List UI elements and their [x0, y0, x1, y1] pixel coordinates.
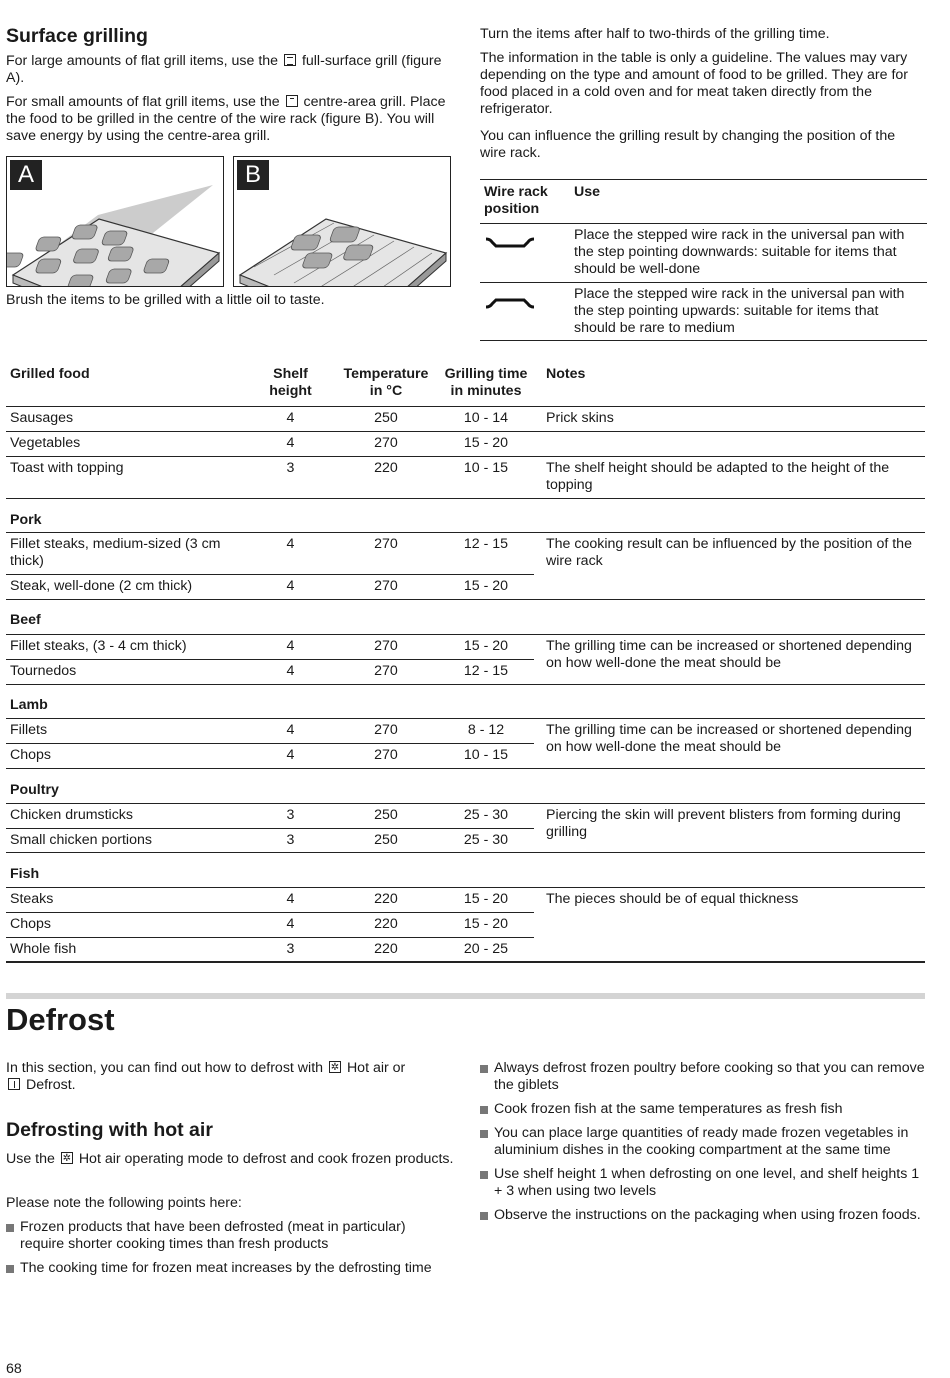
section-divider — [6, 993, 925, 999]
table-cell-time: 15 - 20 — [463, 891, 509, 907]
table-cell-shelf: 4 — [286, 638, 295, 654]
table-cell-time: 25 - 30 — [463, 807, 509, 823]
header-notes: Notes — [546, 366, 586, 382]
table-cell-time: 20 - 25 — [463, 941, 509, 957]
turn-note: Turn the items after half to two-thirds of the grilling time. — [480, 26, 830, 42]
rack-step-up-icon — [484, 296, 536, 310]
table-cell-shelf: 4 — [286, 722, 295, 738]
guideline-note: The information in the table is only a guideline. The values may vary depending on the type and amount of food to be grilled. They are for food placed in a cold oven and for meat taken directly from the refrigerator. — [480, 50, 909, 117]
table-cell-temp: 220 — [374, 891, 398, 907]
table-cell-shelf: 4 — [286, 536, 295, 552]
category-lamb: Lamb — [10, 697, 48, 713]
table-cell-shelf: 4 — [286, 410, 295, 426]
figure-b-label: B — [237, 160, 269, 190]
table-cell-food: Fillet steaks, (3 - 4 cm thick) — [10, 638, 187, 654]
defrost-intro: In this section, you can find out how to defrost with ✲ Hot air or Defrost. — [6, 1060, 456, 1094]
table-cell-food: Tournedos — [10, 663, 77, 679]
table-cell-food: Chops — [10, 747, 52, 763]
use-header: Use — [574, 184, 601, 200]
category-beef: Beef — [10, 612, 41, 628]
header-grilled-food: Grilled food — [10, 366, 90, 382]
table-cell-temp: 220 — [374, 941, 398, 957]
table-cell-note: The cooking result can be influenced by the position of the wire rack — [546, 536, 912, 569]
surface-grilling-title: Surface grilling — [6, 25, 148, 47]
list-item: Frozen products that have been defrosted (meat in particular) require shorter cooking times than fresh products — [6, 1219, 451, 1253]
table-cell-time: 10 - 14 — [463, 410, 509, 426]
table-cell-food: Steak, well-done (2 cm thick) — [10, 578, 193, 594]
use-hot-air-text: Use the ✲ Hot air operating mode to defrost and cook frozen products. — [6, 1151, 456, 1168]
list-item: Cook frozen fish at the same temperatures as fresh fish — [480, 1101, 925, 1118]
list-item: Use shelf height 1 when defrosting on one level, and shelf heights 1 + 3 when using two levels — [480, 1166, 925, 1200]
table-cell-shelf: 4 — [286, 578, 295, 594]
table-cell-temp: 250 — [374, 410, 398, 426]
table-cell-food: Fillet steaks, medium-sized (3 cm thick) — [10, 536, 221, 569]
full-surface-grill-icon — [284, 54, 296, 66]
table-cell-note: The grilling time can be increased or shortened depending on how well-done the meat should be — [546, 722, 912, 755]
table-cell-temp: 270 — [374, 435, 398, 451]
table-cell-time: 15 - 20 — [463, 638, 509, 654]
table-cell-temp: 270 — [374, 663, 398, 679]
wire-rack-row — [480, 224, 927, 283]
table-cell-time: 10 - 15 — [463, 747, 509, 763]
table-cell-temp: 250 — [374, 807, 398, 823]
table-cell-food: Vegetables — [10, 435, 81, 451]
table-cell-temp: 270 — [374, 747, 398, 763]
figure-b — [233, 156, 451, 287]
table-cell-shelf: 4 — [286, 916, 295, 932]
defrost-title: Defrost — [6, 1002, 115, 1037]
right-bullet-list — [480, 1060, 925, 1224]
table-cell-time: 8 - 12 — [467, 722, 505, 738]
table-cell-shelf: 4 — [286, 663, 295, 679]
table-cell-shelf: 3 — [286, 941, 295, 957]
header-temperature: Temperature in °C — [343, 366, 429, 399]
rack-step-down-icon — [484, 236, 536, 250]
table-cell-note: Piercing the skin will prevent blisters from forming during grilling — [546, 807, 901, 840]
header-shelf-height: Shelf height — [269, 366, 312, 399]
hot-air-icon — [61, 1152, 73, 1164]
table-cell-note: The pieces should be of equal thickness — [546, 891, 799, 907]
surface-paragraph-2: For small amounts of flat grill items, use the centre-area grill. Place the food to be grilled in the centre of the wire rack (figure B). You will save energy by using the centre-area grill. — [6, 94, 446, 144]
list-item: Always defrost frozen poultry before cooking so that you can remove the giblets — [480, 1060, 925, 1094]
category-pork: Pork — [10, 512, 42, 528]
table-cell-time: 15 - 20 — [463, 435, 509, 451]
list-item: The cooking time for frozen meat increases by the defrosting time — [6, 1260, 451, 1277]
table-cell-shelf: 3 — [286, 807, 295, 823]
table-cell-note: The grilling time can be increased or shortened depending on how well-done the meat should be — [546, 638, 912, 671]
defrost-icon — [8, 1078, 20, 1090]
table-cell-food: Toast with topping — [10, 460, 124, 476]
table-cell-shelf: 4 — [286, 435, 295, 451]
hot-air-icon — [329, 1061, 341, 1073]
rack-use-text: Place the stepped wire rack in the universal pan with the step pointing upwards: suitable for items that should be rare to medium — [574, 286, 905, 336]
table-cell-time: 10 - 15 — [463, 460, 509, 476]
table-cell-temp: 250 — [374, 832, 398, 848]
list-item: You can place large quantities of ready made frozen vegetables in aluminium dishes in the cooking compartment at the same time — [480, 1125, 925, 1159]
defrosting-hot-air-title: Defrosting with hot air — [6, 1119, 213, 1141]
table-cell-time: 12 - 15 — [463, 663, 509, 679]
table-cell-food: Chicken drumsticks — [10, 807, 133, 823]
table-cell-food: Small chicken portions — [10, 832, 152, 848]
table-cell-temp: 270 — [374, 578, 398, 594]
note-points-text: Please note the following points here: — [6, 1195, 242, 1211]
category-poultry: Poultry — [10, 782, 59, 798]
influence-note: You can influence the grilling result by changing the position of the wire rack. — [480, 128, 896, 161]
table-cell-shelf: 3 — [286, 460, 295, 476]
wire-rack-table-header — [480, 179, 927, 224]
table-cell-time: 12 - 15 — [463, 536, 509, 552]
table-cell-shelf: 4 — [286, 891, 295, 907]
table-cell-food: Steaks — [10, 891, 54, 907]
table-cell-shelf: 3 — [286, 832, 295, 848]
category-fish: Fish — [10, 866, 40, 882]
wire-rack-position-header: Wire rack position — [484, 184, 548, 217]
rack-use-text: Place the stepped wire rack in the universal pan with the step pointing downwards: suitable for items that should be well-done — [574, 227, 905, 277]
table-cell-food: Sausages — [10, 410, 74, 426]
table-cell-note: Prick skins — [546, 410, 614, 426]
wire-rack-table — [480, 179, 927, 341]
page-number: 68 — [6, 1361, 22, 1377]
table-cell-food: Whole fish — [10, 941, 77, 957]
list-item: Observe the instructions on the packaging when using frozen foods. — [480, 1207, 925, 1224]
table-cell-temp: 220 — [374, 460, 398, 476]
figure-a — [6, 156, 224, 287]
table-cell-shelf: 4 — [286, 747, 295, 763]
figure-a-label: A — [10, 160, 42, 190]
table-cell-food: Fillets — [10, 722, 48, 738]
table-cell-temp: 220 — [374, 916, 398, 932]
header-grilling-time: Grilling time in minutes — [444, 366, 528, 399]
table-cell-note: The shelf height should be adapted to the height of the topping — [546, 460, 890, 493]
table-cell-time: 25 - 30 — [463, 832, 509, 848]
surface-paragraph-1: For large amounts of flat grill items, use the full-surface grill (figure A). — [6, 53, 442, 86]
table-cell-time: 15 - 20 — [463, 916, 509, 932]
table-cell-temp: 270 — [374, 536, 398, 552]
brush-note: Brush the items to be grilled with a little oil to taste. — [6, 292, 325, 308]
table-cell-time: 15 - 20 — [463, 578, 509, 594]
left-bullet-list — [6, 1219, 451, 1277]
table-cell-temp: 270 — [374, 638, 398, 654]
table-cell-temp: 270 — [374, 722, 398, 738]
wire-rack-row — [480, 283, 927, 341]
table-cell-food: Chops — [10, 916, 52, 932]
centre-area-grill-icon — [286, 95, 298, 107]
